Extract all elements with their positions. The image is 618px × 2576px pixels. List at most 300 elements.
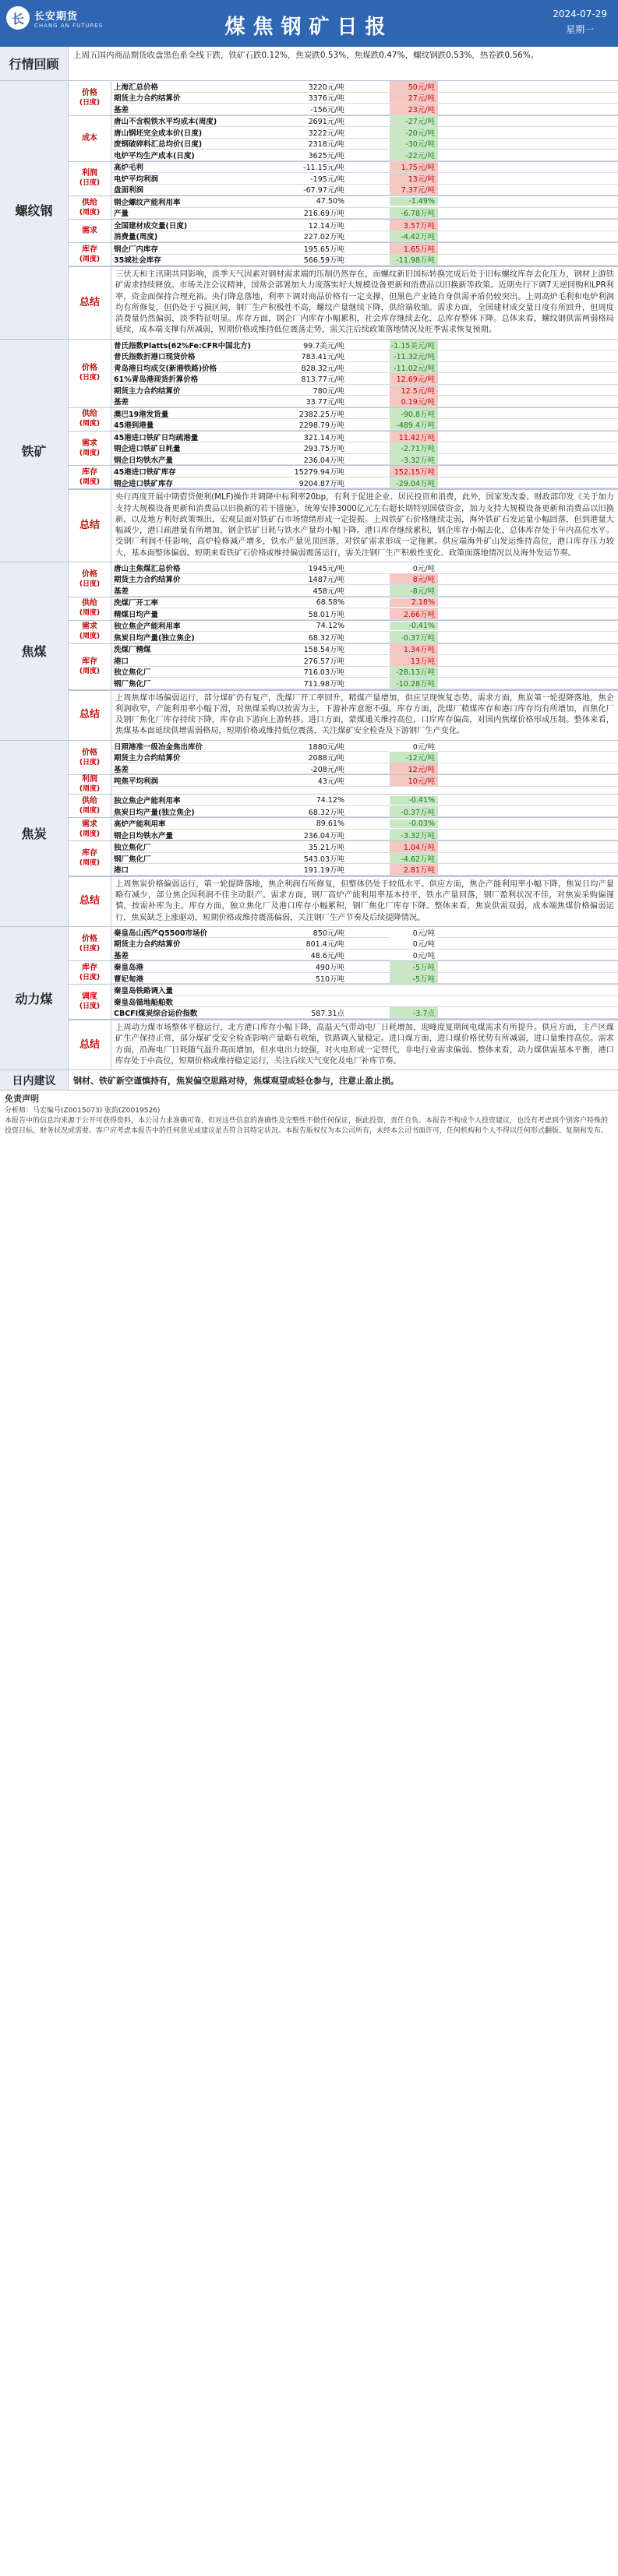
group-category: [69, 340, 111, 407]
group-category: [69, 818, 111, 840]
indicator-row: [111, 741, 618, 752]
indicator-name: 钢企日均铁水产量: [114, 831, 174, 840]
group-category-sub: (日度): [79, 758, 101, 766]
indicator-change: -4.42万吨: [390, 231, 438, 241]
indicator-group: [69, 562, 618, 597]
indicator-name: 钢企日均铁水产量: [114, 456, 174, 465]
group-category-sub: (周度): [79, 859, 101, 867]
indicator-group: [69, 985, 618, 1020]
indicator-row: [111, 442, 618, 454]
group-category-label: 价格: [82, 934, 97, 943]
group-category: [69, 961, 111, 984]
indicator-change: -3.32万吨: [390, 830, 438, 840]
indicator-group: [69, 841, 618, 876]
indicator-name: 钢企进口铁矿库存: [114, 479, 174, 488]
indicator-change: 13元/吨: [390, 173, 438, 184]
indicator-name: 期货主力合约结算价: [114, 386, 181, 396]
indicator-value: 2318元/吨: [308, 140, 344, 150]
date-text: 2024-07-29: [553, 9, 607, 19]
section-body: [69, 340, 618, 562]
indicator-name: 吨焦平均利润: [114, 777, 159, 786]
summary-text: 上周动力煤市场整体平稳运行，北方港口库存小幅下降，高温天气带动电厂日耗增加，迎峰度夏期间电煤需求有所提升。供应方面，主产区煤矿生产保持正常，部分煤矿受安全检查影响产量略有收缩，铁路调入量稳定。进口煤方面，进口煤价格优势有所减弱，进口量维持高位。需求方面，沿海电厂日耗随气温升高而增加，但水电出力较强，对火电形成一定替代，非电行业需求偏弱。整体来看，动力煤供需基本平衡，港口库存处于中高位，短期价格或维持稳定运行，关注后续天气变化及电厂补库节奏。: [115, 1023, 614, 1066]
group-category-sub: (日度): [79, 580, 101, 588]
indicator-change: -0.37万吨: [390, 806, 438, 817]
indicator-value: 236.04万吨: [303, 456, 344, 465]
section-label: 动力煤: [0, 927, 69, 1070]
group-category-sub: (周度): [79, 633, 101, 641]
group-category: [69, 927, 111, 961]
section-label: 铁矿: [0, 340, 69, 562]
indicator-change: -0.03%: [390, 819, 438, 828]
indicator-name: 基差: [114, 398, 129, 407]
indicator-row: [111, 632, 618, 643]
indicator-change: -0.41%: [390, 622, 438, 630]
summary-text: 上周焦炭价格偏弱运行，第一轮提降落地，焦企利润有所修复，但整体仍处于较低水平。供应方面，焦企产能利用率小幅下降，焦炭日均产量略有减少，部分焦企因利润不佳主动限产。需求方面，钢厂高炉产能利用率基本持平，铁水产量回落，钢厂盈利状况不佳，对焦炭采购偏谨慎，按需补库为主。库存方面，独立焦化厂及港口库存小幅累积，钢厂焦化厂库存下降。整体来看，焦炭供需双弱，成本端焦煤价格偏弱运行，焦炭缺乏上涨驱动，短期价格或维持震荡偏弱，关注钢厂生产节奏及后续提降情况。: [115, 879, 614, 922]
indicator-row: [111, 93, 618, 104]
indicator-group: [69, 961, 618, 985]
indicator-value: -11.15元/吨: [303, 164, 344, 173]
indicator-name: 日照港准一级冶金焦出库价: [114, 742, 203, 752]
indicator-value: 510万吨: [315, 974, 344, 984]
indicator-row: [111, 950, 618, 961]
indicator-value: 216.69万吨: [303, 210, 344, 219]
group-category-sub: (周度): [79, 667, 101, 675]
indicator-name: 废钢破碎料汇总均价(日度): [114, 140, 203, 150]
indicator-value: 99.7美元/吨: [303, 341, 344, 351]
indicator-change: 0元/吨: [390, 562, 438, 573]
indicator-row: [111, 585, 618, 597]
group-category-label: 供给: [82, 599, 97, 608]
indicator-row: [111, 243, 618, 255]
group-category-sub: (日度): [79, 98, 101, 107]
indicator-group: [69, 621, 618, 644]
indicator-group: [69, 340, 618, 408]
indicator-name: 钢企螺纹产能利用率: [114, 198, 181, 207]
indicator-change: 50元/吨: [390, 81, 438, 92]
indicator-name: 港口: [114, 657, 129, 666]
market-review: [0, 47, 618, 81]
indicator-value: -208元/吨: [310, 765, 344, 774]
indicator-name: 普氏指数Platts(62%Fe:CFR中国北方): [114, 341, 251, 351]
indicator-name: 期货主力合约结算价: [114, 754, 181, 763]
indicator-value: 783.41元/吨: [301, 353, 344, 362]
indicator-row: [111, 185, 618, 196]
indicator-value: 543.03万吨: [303, 855, 344, 864]
indicator-change: 152.15万吨: [390, 466, 438, 477]
section-body: [69, 562, 618, 740]
group-category-label: 库存: [82, 245, 97, 254]
group-category: [69, 243, 111, 266]
indicator-row: [111, 1007, 618, 1019]
indicator-name: 上海汇总价格: [114, 83, 159, 92]
section-label: 焦煤: [0, 562, 69, 740]
group-category-label: 库存: [82, 657, 97, 666]
section-3: [0, 741, 618, 927]
indicator-row: [111, 196, 618, 208]
indicator-value: 2691元/吨: [308, 118, 344, 127]
indicator-change: -20元/吨: [390, 127, 438, 138]
group-category-sub: (周度): [79, 255, 101, 263]
weekday-text: 星期一: [566, 24, 595, 35]
indicator-value: 801.4元/吨: [305, 940, 344, 950]
indicator-row: [111, 116, 618, 128]
section-1: [0, 340, 618, 562]
group-category-label: 库存: [82, 849, 97, 858]
indicator-change: 3.57万吨: [390, 220, 438, 231]
section-summary: [69, 690, 618, 740]
group-category-sub: (日度): [79, 374, 101, 382]
indicator-name: 青岛港日均成交(新港铁路)价格: [114, 364, 217, 373]
indicator-change: 13万吨: [390, 655, 438, 666]
indicator-row: [111, 208, 618, 220]
logo-name-en: CHANG AN FUTURES: [34, 22, 104, 29]
group-category: [69, 795, 111, 817]
indicator-value: 2088元/吨: [308, 754, 344, 763]
indicator-name: 焦炭日均产量(独立焦企): [114, 633, 195, 643]
indicator-name: 秦皇岛山西产Q5500市场价: [114, 929, 208, 938]
indicator-change: -10.28万吨: [390, 678, 438, 689]
indicator-change: -3.32万吨: [390, 454, 438, 465]
summary-text: 三伏天和主汛期共同影响，淡季天气因素对钢材需求端的压制仍然存在，而螺纹新旧国标转换完成后处于旧标螺纹库存去化压力，钢材上游铁矿需求持续释放。市场关注会议精神，国常会部署加大力度落实好大规模设备更新和消费品以旧换新等政策。近期央行下调7天逆回购和LPR利率，资金面保持合理充裕。央行降息落地，利率下调对商品价格有一定支撑，但黑色产业链自身供需矛盾仍较突出。上周高炉毛利和电炉利润均有所修复，但仍处于亏损区间，钢厂生产积极性不高，螺纹产量继续下降，供给端收缩。需求方面，全国建材成交量日度有所回升，但周度消费量仍然偏弱，淡季特征明显。库存方面，钢企厂内库存小幅累积，社会库存继续去化，总库存整体下降。总体来看，螺纹钢供需两弱格局延续，成本端支撑有所减弱，短期价格或维持低位震荡走势，需关注后续政策落地情况及旺季需求恢复预期。: [115, 270, 614, 335]
indicator-value: 68.58%: [316, 597, 344, 607]
summary-text: 央行再度开展中期借贷便利(MLF)操作并调降中标利率20bp，有利于促进企业、居民投资和消费，此外，国家发改委、财政部印发《关于加力支持大规模设备更新和消费品以旧换新的若干措施》，统筹安排3000亿元左右超长期特别国债资金，加力支持大规模设备更新和消费品以旧换新，以及地方利好政策频出，宏观层面对铁矿石市场情绪形成一定提振。上周铁矿石价格继续走弱，海外铁矿石发运量小幅回落，但到港量大幅减少，港口疏港量有所增加，钢企铁矿日耗与铁水产量均小幅下降。港口库存继续累积，钢企库存小幅去化，总体库存处于年内高位水平。受钢厂利润不佳影响，高炉检修减产增多，铁水产量见顶回落，对铁矿需求形成一定拖累。供应端海外矿山发运维持高位，港口库存压力较大，基本面整体偏弱。短期来看铁矿石价格或维持偏弱震荡运行，需关注钢厂生产积极性变化、政策面落地情况以及海外发运节奏。: [115, 493, 614, 558]
indicator-value: 1880元/吨: [308, 742, 344, 752]
indicator-change: -11.98万吨: [390, 254, 438, 265]
group-category-label: 利润: [82, 169, 97, 178]
indicator-name: 钢企进口铁矿日耗量: [114, 445, 181, 454]
indicator-name: 洗煤厂精煤: [114, 646, 151, 655]
group-category-label: 供给: [82, 796, 97, 805]
indicator-value: 3625元/吨: [308, 151, 344, 160]
disclaimer-text: 本报告中的信息均来源于公开可获得资料，本公司力求准确可靠，但对这些信息的准确性及完整性不做任何保证，据此投资，责任自负。本报告不构成个人投资建议，也没有考虑到个别客户特殊的投资目标、财务状况或需要。客户应考虑本报告中的任何意见或建议是否符合其特定状况。本报告版权仅为本公司所有，未经本公司书面许可，任何机构和个人不得以任何形式翻版、复制和发布。: [5, 1117, 609, 1136]
indicator-value: 227.02万吨: [303, 233, 344, 242]
indicator-group: [69, 597, 618, 621]
indicator-name: 普氏指数折港口现货价格: [114, 353, 196, 362]
indicator-name: 唐山主焦煤汇总价格: [114, 564, 181, 573]
indicator-row: [111, 996, 618, 1008]
indicator-name: 唐山不含税铁水平均成本(周度): [114, 118, 217, 127]
indicator-change: 0.19元/吨: [390, 396, 438, 407]
indicator-change: 8元/吨: [390, 573, 438, 584]
indicator-name: 基差: [114, 105, 129, 115]
indicator-group: [69, 644, 618, 690]
group-category: [69, 621, 111, 643]
section-summary: [69, 876, 618, 926]
indicator-row: [111, 150, 618, 161]
indicator-value: 293.75万吨: [303, 445, 344, 454]
indicator-change: 12元/吨: [390, 763, 438, 774]
summary-label: 总结: [69, 267, 111, 339]
indicator-value: 321.14万吨: [303, 433, 344, 442]
indicator-value: 1487元/吨: [308, 576, 344, 585]
indicator-row: [111, 385, 618, 396]
summary-text: 上周焦煤市场偏弱运行，部分煤矿仍有复产，洗煤厂开工率回升，精煤产量增加，供应呈现恢复态势。需求方面，焦炭第一轮提降落地，焦企利润收窄，产能利用率小幅下滑，对焦煤采购以按需为主，下游补库意愿不强。库存方面，洗煤厂精煤库存和港口库存均有所增加，而焦化厂及钢厂焦化厂库存持续下降，库存由下游向上游转移。进口方面，蒙煤通关维持高位，口岸库存偏高，对国内焦煤价格形成压制。整体来看，焦煤基本面延续供增需弱格局，短期价格或维持低位震荡，关注煤矿安全检查及下游钢厂生产变化。: [115, 693, 614, 736]
indicator-change: 7.37元/吨: [390, 184, 438, 195]
indicator-row: [111, 752, 618, 763]
indicator-row: [111, 795, 618, 806]
indicator-row: [111, 667, 618, 678]
indicator-change: -30元/吨: [390, 138, 438, 149]
indicator-value: 158.54万吨: [303, 646, 344, 655]
indicator-change: -2.71万吨: [390, 442, 438, 453]
indicator-group: [69, 775, 618, 795]
indicator-name: 秦皇岛铁路调入量: [114, 987, 174, 996]
report-header: [0, 0, 618, 47]
group-category-label: 需求: [82, 439, 97, 448]
indicator-change: -1.49%: [390, 197, 438, 206]
summary-label: 总结: [69, 1020, 111, 1070]
indicator-change: 0元/吨: [390, 927, 438, 938]
indicator-change: -90.8万吨: [390, 408, 438, 419]
section-4: [0, 927, 618, 1070]
indicator-change: 23元/吨: [390, 104, 438, 115]
indicator-value: 43元/吨: [317, 777, 344, 786]
indicator-name: 曹妃甸港: [114, 974, 144, 984]
indicator-change: 2.18%: [390, 598, 438, 607]
indicator-name: 独立焦化厂: [114, 668, 151, 678]
indicator-name: 盘面利润: [114, 186, 144, 196]
group-category-sub: (日度): [79, 944, 101, 953]
disclaimer-title: 免责声明: [5, 1094, 39, 1105]
indicator-name: 45港进口铁矿日均疏港量: [114, 433, 199, 442]
indicator-change: 2.66万吨: [390, 608, 438, 619]
group-category-label: 价格: [82, 364, 97, 373]
indicator-group: [69, 466, 618, 489]
indicator-row: [111, 231, 618, 243]
indicator-change: -0.41%: [390, 796, 438, 805]
group-category-label: 需求: [82, 622, 97, 632]
group-category: [69, 162, 111, 196]
indicator-change: -6.78万吨: [390, 207, 438, 218]
indicator-row: [111, 419, 618, 431]
indicator-value: 3376元/吨: [308, 94, 344, 104]
indicator-change: -489.4万吨: [390, 419, 438, 430]
indicator-row: [111, 574, 618, 586]
indicator-name: 钢企厂内库存: [114, 245, 159, 254]
commodity-sections: [0, 81, 618, 1070]
indicator-name: 澳巴19港发货量: [114, 410, 169, 419]
group-category: [69, 985, 111, 1019]
summary-label: 总结: [69, 691, 111, 740]
indicator-name: 全国建材成交量(日度): [114, 221, 188, 231]
group-category-sub: (周度): [79, 830, 101, 838]
indicator-change: -28.13万吨: [390, 666, 438, 677]
group-category-label: 供给: [82, 198, 97, 207]
indicator-row: [111, 864, 618, 876]
group-category-sub: (周度): [79, 806, 101, 815]
indicator-value: 2382.25万吨: [298, 410, 344, 419]
group-category-label: 库存: [82, 467, 97, 477]
indicator-group: [69, 818, 618, 841]
indicator-group: [69, 162, 618, 197]
indicator-name: 35城社会库存: [114, 256, 161, 266]
report-date: [553, 6, 607, 37]
indicator-change: 2.81万吨: [390, 864, 438, 875]
group-category-label: 价格: [82, 748, 97, 757]
indicator-value: 12.14万吨: [308, 221, 344, 231]
section-summary: [69, 1020, 618, 1070]
indicator-value: 813.77元/吨: [301, 375, 344, 385]
group-category: [69, 562, 111, 597]
group-category-sub: (周度): [79, 477, 101, 486]
indicator-change: -27元/吨: [390, 115, 438, 126]
group-category-label: 库存: [82, 963, 97, 972]
indicator-value: 3222元/吨: [308, 129, 344, 138]
indicator-group: [69, 116, 618, 162]
indicator-row: [111, 655, 618, 667]
indicator-name: 秦皇岛港: [114, 964, 144, 973]
indicator-name: 期货主力合约结算价: [114, 94, 181, 104]
group-category-label: 成本: [82, 133, 97, 143]
indicator-value: 566.59万吨: [303, 256, 344, 266]
group-category: [69, 220, 111, 242]
indicator-name: 洗煤厂开工率: [114, 599, 159, 608]
section-summary: [69, 489, 618, 562]
indicator-value: 828.32元/吨: [301, 364, 344, 373]
indicator-row: [111, 220, 618, 231]
section-0: [0, 81, 618, 340]
review-label: 行情回顾: [0, 47, 69, 80]
indicator-row: [111, 644, 618, 656]
indicator-value: 276.57万吨: [303, 657, 344, 666]
indicator-value: 48.6元/吨: [310, 951, 344, 960]
group-category-sub: (日度): [79, 973, 101, 981]
summary-label: 总结: [69, 877, 111, 926]
indicator-row: [111, 466, 618, 477]
indicator-row: [111, 477, 618, 489]
indicator-change: 1.34万吨: [390, 643, 438, 654]
indicator-name: 基差: [114, 765, 129, 774]
indicator-row: [111, 830, 618, 841]
section-label: 螺纹钢: [0, 81, 69, 339]
indicator-group: [69, 408, 618, 432]
group-category-sub: (周度): [79, 420, 101, 428]
disclaimer: [0, 1091, 618, 1140]
group-category-label: 需求: [82, 226, 97, 235]
indicator-row: [111, 127, 618, 139]
indicator-row: [111, 818, 618, 830]
indicator-group: [69, 220, 618, 243]
indicator-row: [111, 173, 618, 185]
report-title: 煤焦钢矿日报: [224, 16, 394, 39]
summary-label: 总结: [69, 490, 111, 562]
indicator-value: 33.77元/吨: [305, 398, 344, 407]
indicator-value: 35.21万吨: [308, 844, 344, 852]
indicator-value: 191.19万吨: [303, 866, 344, 875]
indicator-value: 716.03万吨: [303, 668, 344, 678]
group-category-label: 需求: [82, 819, 97, 829]
indicator-change: 0元/吨: [390, 950, 438, 960]
indicator-change: 0元/吨: [390, 741, 438, 752]
indicator-row: [111, 104, 618, 115]
indicator-value: 587.31点: [311, 1010, 344, 1019]
indicator-row: [111, 396, 618, 407]
indicator-change: 11.42万吨: [390, 432, 438, 442]
indicator-change: -22元/吨: [390, 150, 438, 160]
indicator-value: 195.65万吨: [303, 245, 344, 254]
indicator-name: 基差: [114, 951, 129, 960]
indicator-value: 236.04万吨: [303, 831, 344, 840]
indicator-change: 12.69元/吨: [390, 373, 438, 384]
group-category: [69, 644, 111, 689]
indicator-group: [69, 432, 618, 467]
group-category-sub: (周度): [79, 208, 101, 217]
indicator-value: 490万吨: [315, 964, 344, 973]
indicator-row: [111, 408, 618, 420]
indicator-change: -29.04万吨: [390, 477, 438, 488]
indicator-value: 780元/吨: [313, 386, 344, 396]
indicator-row: [111, 961, 618, 973]
indicator-change: -1.15美元/吨: [390, 340, 438, 351]
indicator-change: -12元/吨: [390, 752, 438, 763]
group-category-label: 价格: [82, 88, 97, 97]
indicator-change: -5万吨: [390, 973, 438, 984]
group-category: [69, 116, 111, 161]
group-category: [69, 741, 111, 775]
indicator-value: 74.12%: [316, 621, 344, 630]
indicator-name: 焦炭日均产量(独立焦企): [114, 808, 195, 817]
indicator-name: 钢厂焦化厂: [114, 679, 151, 689]
indicator-group: [69, 196, 618, 220]
indicator-change: -11.02元/吨: [390, 362, 438, 373]
indicator-value: 68.32万吨: [308, 808, 344, 817]
indicator-row: [111, 139, 618, 150]
indicator-change: -11.32元/吨: [390, 351, 438, 361]
indicator-group: [69, 741, 618, 776]
indicator-row: [111, 454, 618, 466]
group-category: [69, 841, 111, 876]
indicator-value: 9204.87万吨: [298, 479, 344, 488]
indicator-row: [111, 340, 618, 351]
group-category-label: 供给: [82, 410, 97, 419]
review-text: 上周五国内商品期货收盘黑色系全线下跌，铁矿石跌0.12%，焦炭跌0.53%，焦煤跌0.47%，螺纹钢跌0.53%，热卷跌0.56%。: [73, 51, 539, 60]
indicator-change: 1.04万吨: [390, 841, 438, 852]
indicator-value: 58.01万吨: [308, 610, 344, 619]
indicator-value: 850元/吨: [313, 929, 344, 938]
group-category: [69, 81, 111, 115]
group-category-label: 利润: [82, 775, 97, 784]
indicator-value: 15279.94万吨: [294, 468, 344, 477]
group-category-label: 价格: [82, 569, 97, 579]
indicator-row: [111, 162, 618, 174]
indicator-row: [111, 351, 618, 362]
indicator-group: [69, 243, 618, 266]
indicator-row: [111, 775, 618, 787]
indicator-row: [111, 927, 618, 939]
intraday-advice: [0, 1070, 618, 1091]
indicator-value: 47.50%: [316, 197, 344, 206]
indicator-group: [69, 795, 618, 818]
indicator-name: 期货主力合约结算价: [114, 940, 181, 950]
indicator-name: CBCFI煤炭综合运价指数: [114, 1010, 198, 1019]
indicator-name: 高炉毛利: [114, 164, 144, 173]
indicator-change: -0.37万吨: [390, 632, 438, 643]
indicator-group: [69, 927, 618, 962]
indicator-change: 12.5元/吨: [390, 385, 438, 396]
group-category: [69, 775, 111, 794]
indicator-row: [111, 562, 618, 574]
indicator-group: [69, 81, 618, 116]
group-category-sub: (日度): [79, 1003, 101, 1011]
indicator-row: [111, 373, 618, 385]
logo-icon: 长: [6, 6, 30, 30]
indicator-row: [111, 597, 618, 609]
indicator-value: -67.97元/吨: [303, 186, 344, 196]
advice-label: 日内建议: [0, 1070, 69, 1090]
indicator-name: 期货主力合约结算价: [114, 576, 181, 585]
indicator-name: 唐山钢坯完全成本价(日度): [114, 129, 203, 138]
indicator-change: 27元/吨: [390, 92, 438, 103]
